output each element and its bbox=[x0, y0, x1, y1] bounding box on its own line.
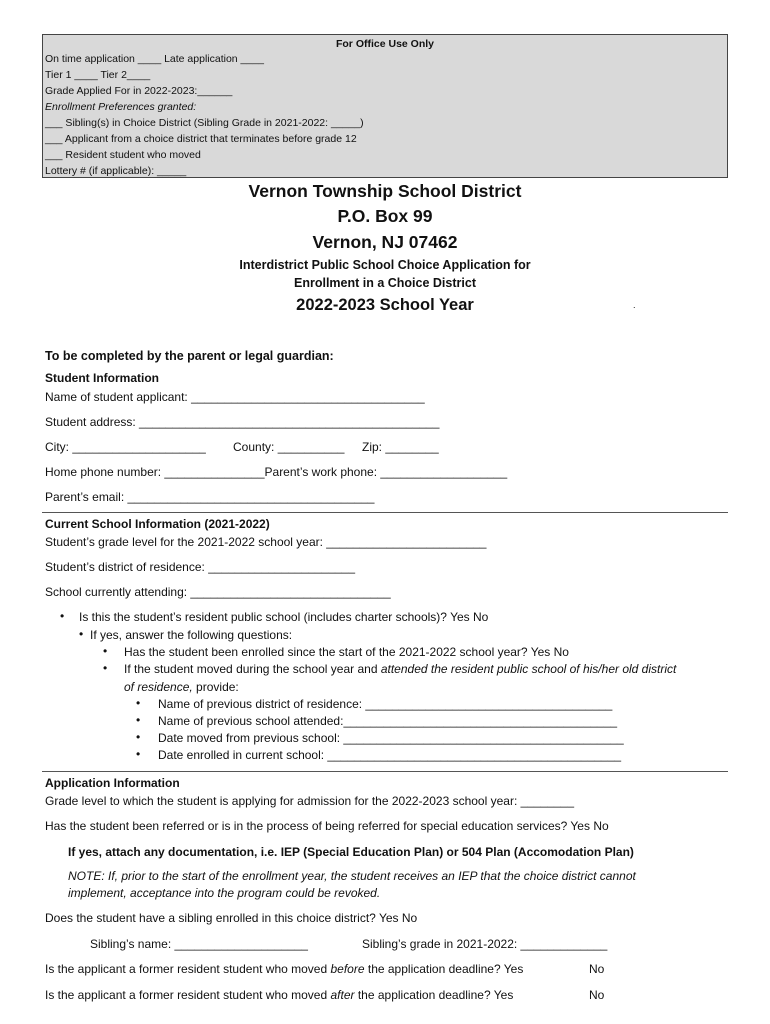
office-line: Tier 1 ____ Tier 2____ bbox=[45, 69, 151, 81]
if-yes-instruction: If yes, answer the following questions: bbox=[90, 628, 293, 642]
school-year: 2022-2023 School Year bbox=[296, 296, 474, 314]
office-line: Grade Applied For in 2022-2023:______ bbox=[45, 85, 233, 97]
applying-grade-field[interactable]: Grade level to which the student is applying for admission for the 2022-2023 school year: ________ bbox=[45, 794, 574, 808]
enrolled-since-question: Has the student been enrolled since the start of the 2021-2022 school year? Yes No bbox=[124, 645, 569, 659]
moved-after-question bbox=[45, 988, 513, 1002]
bullet-icon: • bbox=[79, 627, 84, 641]
office-use-title: For Office Use Only bbox=[335, 38, 435, 50]
form-subtitle: Interdistrict Public School Choice Application for bbox=[239, 258, 531, 272]
district-city: Vernon, NJ 07462 bbox=[312, 232, 458, 252]
moved-question-italic: attended the resident public school of his/her old district bbox=[380, 662, 677, 676]
application-info-heading: Application Information bbox=[45, 776, 180, 790]
moved-question-provide: provide: bbox=[192, 680, 239, 694]
date-enrolled-field[interactable]: Date enrolled in current school: ____________________________________________ bbox=[158, 748, 622, 762]
sibling-name-field[interactable]: Sibling’s name: ____________________ bbox=[90, 937, 308, 951]
moved-question-text: If the student moved during the school year and bbox=[124, 662, 381, 676]
note-line-2: implement, acceptance into the program could be revoked. bbox=[68, 886, 381, 900]
zip-field[interactable]: Zip: ________ bbox=[362, 440, 439, 454]
bullet-icon: • bbox=[60, 609, 65, 623]
moved-after-tail: the application deadline? Yes bbox=[354, 988, 514, 1002]
student-info-heading: Student Information bbox=[45, 371, 159, 385]
bullet-icon: • bbox=[136, 713, 141, 727]
district-residence-field[interactable]: Student’s district of residence: ______________________ bbox=[45, 560, 356, 574]
section-divider bbox=[42, 771, 728, 772]
moved-before-tail: the application deadline? Yes bbox=[364, 962, 524, 976]
district-name: Vernon Township School District bbox=[248, 181, 522, 201]
city-field[interactable]: City: ____________________ bbox=[45, 440, 206, 454]
current-school-heading: Current School Information (2021-2022) bbox=[45, 517, 270, 531]
moved-before-italic: before bbox=[330, 962, 365, 976]
note-line-1: NOTE: If, prior to the start of the enrollment year, the student receives an IEP that the choice district cannot bbox=[68, 869, 636, 883]
moved-before-text: Is the applicant a former resident student who moved bbox=[45, 962, 331, 976]
student-address-field[interactable]: Student address: _____________________________________________ bbox=[45, 415, 440, 429]
office-line: ___ Applicant from a choice district that terminates before grade 12 bbox=[45, 133, 357, 145]
office-line: Enrollment Preferences granted: bbox=[45, 101, 197, 113]
student-name-field[interactable]: Name of student applicant: ___________________________________ bbox=[45, 390, 425, 404]
moved-after-italic: after bbox=[330, 988, 355, 1002]
office-line: Lottery # (if applicable): _____ bbox=[45, 165, 187, 177]
bullet-icon: • bbox=[136, 696, 141, 710]
parent-email-field[interactable]: Parent’s email: _____________________________________ bbox=[45, 490, 375, 504]
bullet-icon: • bbox=[136, 730, 141, 744]
moved-after-text: Is the applicant a former resident student who moved bbox=[45, 988, 331, 1002]
phone-fields[interactable]: Home phone number: _______________Parent’s work phone: ___________________ bbox=[45, 465, 508, 479]
county-field[interactable]: County: __________ bbox=[233, 440, 345, 454]
form-subtitle-2: Enrollment in a Choice District bbox=[294, 276, 476, 290]
previous-school-field[interactable]: Name of previous school attended:_________________________________________ bbox=[158, 714, 618, 728]
parent-heading: To be completed by the parent or legal guardian: bbox=[45, 349, 334, 363]
sibling-question: Does the student have a sibling enrolled in this choice district? Yes No bbox=[45, 911, 418, 925]
bullet-icon: • bbox=[136, 747, 141, 761]
moved-question-italic-2: of residence, bbox=[124, 680, 193, 694]
moved-before-question bbox=[45, 962, 523, 976]
school-attending-field[interactable]: School currently attending: ______________________________ bbox=[45, 585, 391, 599]
bullet-icon: • bbox=[103, 644, 108, 658]
moved-question bbox=[124, 662, 676, 676]
office-line: ___ Resident student who moved bbox=[45, 149, 201, 161]
moved-after-no: No bbox=[589, 988, 605, 1002]
bullet-icon: • bbox=[103, 661, 108, 675]
special-ed-question: Has the student been referred or is in the process of being referred for special education services? Yes No bbox=[45, 819, 609, 833]
office-use-box bbox=[42, 34, 728, 178]
resident-school-question: Is this the student’s resident public school (includes charter schools)? Yes No bbox=[79, 610, 489, 624]
date-moved-field[interactable]: Date moved from previous school: __________________________________________ bbox=[158, 731, 624, 745]
district-pobox: P.O. Box 99 bbox=[337, 206, 433, 226]
section-divider bbox=[42, 512, 728, 513]
sibling-grade-field[interactable]: Sibling’s grade in 2021-2022: _____________ bbox=[362, 937, 608, 951]
office-line: On time application ____ Late application ____ bbox=[45, 53, 264, 65]
office-line: ___ Sibling(s) in Choice District (Sibling Grade in 2021-2022: _____) bbox=[45, 117, 364, 129]
attach-documentation: If yes, attach any documentation, i.e. IEP (Special Education Plan) or 504 Plan (Accomodation Plan) bbox=[68, 845, 634, 859]
previous-district-field[interactable]: Name of previous district of residence: _____________________________________ bbox=[158, 697, 613, 711]
current-grade-field[interactable]: Student’s grade level for the 2021-2022 school year: ________________________ bbox=[45, 535, 487, 549]
stray-dot: . bbox=[633, 300, 636, 310]
moved-question-cont bbox=[124, 680, 239, 694]
moved-before-no: No bbox=[589, 962, 605, 976]
